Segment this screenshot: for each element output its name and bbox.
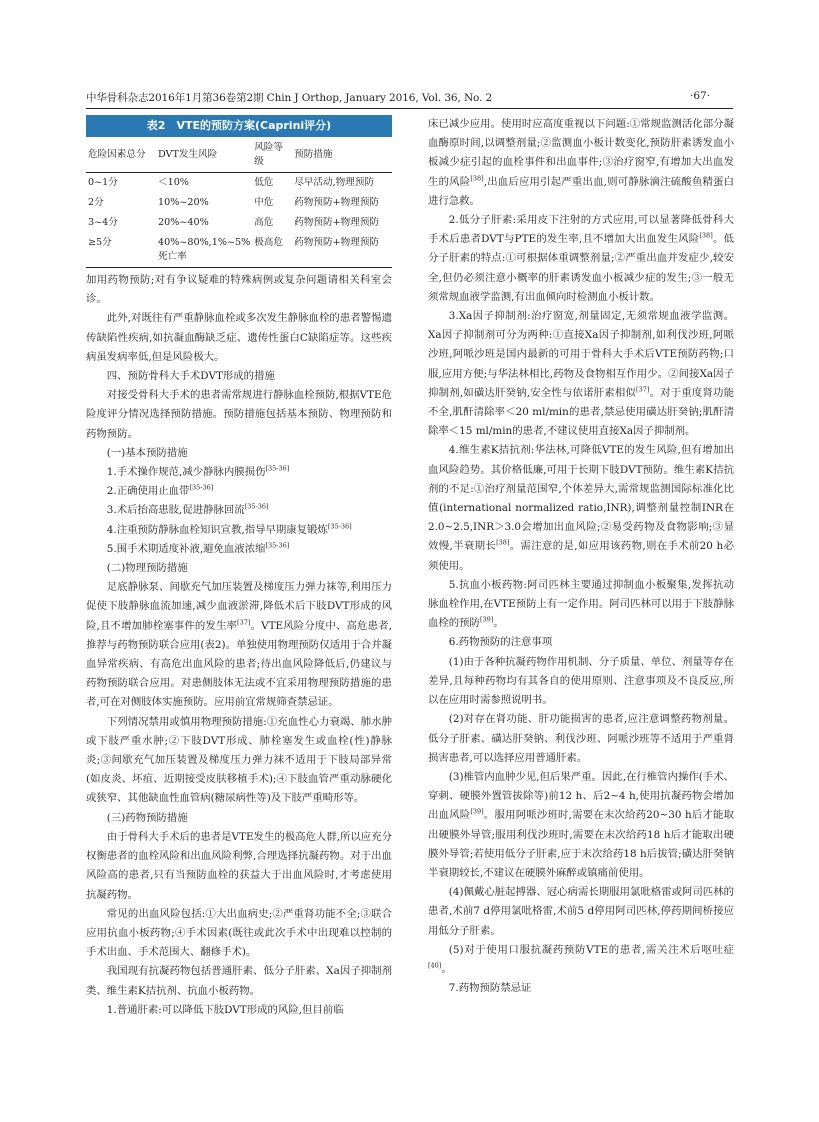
table-cell: 10%~20% bbox=[158, 197, 209, 208]
list-item bbox=[86, 501, 392, 520]
list-item-text: 5.围手术期适度补液,避免血液浓缩 bbox=[106, 542, 266, 555]
paragraph-text: 4.维生素K拮抗剂:华法林,可降低VTE的发生风险,但有增加出血风险趋势。其价格低廉,可用于长期下肢DVT预防。维生素K拮抗剂的不足:①治疗剂量范围窄,个体差异大,需常规监测国际标准化比值(international normalized ratio,INR),调整剂量控制INR在2.0~2.5,INR＞3.0会增加出血风险;②易受药物及食物影响;③显效慢,半衰期长 bbox=[428, 444, 734, 553]
paragraph-text: 。 bbox=[493, 617, 504, 630]
paragraph-text: 5.抗血小板药物:阿司匹林主要通过抑制血小板聚集,发挥抗动脉血栓作用,在VTE预防上有一定作用。阿司匹林可以用于下肢静脉血栓的预防 bbox=[428, 578, 734, 630]
paragraph: 下列情况禁用或慎用物理预防措施:①充血性心力衰竭、肺水肿或下肢严重水肿;②下肢DVT形成、肺栓塞发生或血栓(性)静脉炎;③间歇充气加压装置及梯度压力弹力袜不适用于下肢局部异常(如皮炎、坏疽、近期接受皮肤移植手术);④下肢血管严重动脉硬化或狭窄、其他缺血性血管病(糖尿病性等)及下肢严重畸形等。 bbox=[86, 715, 392, 805]
table-cell: 药物预防+物理预防 bbox=[294, 217, 380, 228]
header-rule bbox=[86, 108, 733, 109]
paragraph: 1.普通肝素:可以降低下肢DVT形成的风险,但目前临 bbox=[106, 1003, 344, 1016]
citation: [38] bbox=[699, 231, 713, 240]
column-header: 危险因素总分 bbox=[86, 137, 156, 173]
citation: [35-36] bbox=[265, 541, 290, 550]
table-row bbox=[86, 193, 392, 213]
column-header: DVT发生风险 bbox=[156, 137, 252, 173]
right-column bbox=[428, 115, 734, 998]
paragraph-text: 足底静脉泵、间歇充气加压装置及梯度压力弹力袜等,利用压力促使下肢静脉血流加速,减少血液淤滞,降低术后下肢DVT形成的风险,且不增加肺栓塞事件的发生率 bbox=[86, 581, 392, 632]
table-title: 表2 VTE的预防方案(Caprini评分) bbox=[86, 115, 392, 137]
table-cell: 极高危 bbox=[252, 233, 292, 268]
list-item-text: 3.术后抬高患肢,促进静脉回流 bbox=[106, 504, 245, 517]
table-cell: ≥5分 bbox=[86, 233, 156, 268]
paragraph-text: 2.低分子肝素:采用皮下注射的方式应用,可以显著降低骨科大手术后患者DVT与PTE的发生率,且不增加大出血发生风险 bbox=[428, 214, 734, 246]
running-header: 中华骨科杂志2016年1月第36卷第2期 Chin J Orthop, January 2016, Vol. 36, No. 2 bbox=[86, 92, 493, 104]
paragraph-text: 。VTE风险分度中、高危患者,推荐与药物预防联合应用(表2)。单独使用物理预防仅适用于合并凝血异常疾病、有高危出血风险的患者;待出血风险降低后,仍建议与药物预防联合应用。对患侧肢体无法或不宜采用物理预防措施的患者,可在对侧肢体实施预防。应用前宜常规筛查禁忌证。 bbox=[86, 619, 392, 709]
list-item-text: 4.注重预防静脉血栓知识宣教,指导早期康复锻炼 bbox=[106, 523, 328, 536]
table-header-row bbox=[86, 137, 392, 173]
citation: [38] bbox=[470, 174, 484, 183]
table-cell: 0~1分 bbox=[88, 177, 118, 188]
paragraph-text: 。需注意的是,如应用该药物,则在手术前20 h必须使用。 bbox=[428, 540, 734, 572]
paragraph-text: ,出血后应用引起严重出血,则可静脉滴注硫酸鱼精蛋白进行急救。 bbox=[428, 175, 735, 207]
citation: [37] bbox=[636, 385, 650, 394]
subsection-heading: (二)物理预防措施 bbox=[106, 562, 188, 575]
paragraph: 加用药物预防;对有争议疑难的特殊病例或复杂问题请相关科室会诊。 bbox=[86, 274, 392, 306]
paragraph: 我国现有抗凝药物包括普通肝素、低分子肝素、Xa因子抑制剂类、维生素K拮抗剂、抗血小板药物。 bbox=[86, 965, 392, 997]
citation: [37] bbox=[237, 618, 251, 627]
paragraph-text: 。 bbox=[441, 962, 452, 975]
table-cell: 药物预防+物理预防 bbox=[294, 197, 380, 208]
table-row bbox=[86, 213, 392, 233]
paragraph-text: (5)对于使用口服抗凝药预防VTE的患者,需关注术后呕吐症 bbox=[448, 943, 734, 956]
citation: [40] bbox=[428, 961, 442, 970]
left-column bbox=[86, 115, 392, 1020]
list-item-text: 2.正确使用止血带 bbox=[106, 485, 190, 498]
paragraph bbox=[428, 768, 734, 883]
paragraph: (4)佩戴心脏起搏器、冠心病需长期服用氯吡格雷或阿司匹林的患者,术前7 d停用氯吡格雷,术前5 d停用阿司匹林,停药期间桥接应用低分子肝素。 bbox=[428, 886, 734, 937]
paragraph: 由于骨科大手术后的患者是VTE发生的极高危人群,所以应充分权衡患者的血栓风险和出血风险利弊,合理选择抗凝药物。对于出血风险高的患者,只有当预防血栓的获益大于出血风险时,才考虑使用抗凝药物。 bbox=[86, 830, 392, 901]
paragraph bbox=[428, 941, 734, 979]
table-cell: 2分 bbox=[88, 197, 104, 208]
paragraph: 常见的出血风险包括:①大出血病史;②严重肾功能不全;③联合应用抗血小板药物;④手术因素(既往或此次手术中出现难以控制的手术出血、手术范围大、翻修手术)。 bbox=[86, 907, 392, 959]
prevention-table bbox=[86, 137, 392, 268]
paragraph: (2)对存在肾功能、肝功能损害的患者,应注意调整药物剂量。低分子肝素、磺达肝癸钠、利伐沙班、阿哌沙班等不适用于严重肾损害患者,可以选择应用普通肝素。 bbox=[428, 713, 734, 764]
table-cell: 20%~40% bbox=[158, 217, 209, 228]
paragraph-text: (3)椎管内血肿少见,但后果严重。因此,在行椎管内操作(手术、穿刺、硬膜外置管拔除等)前12 h、后2~4 h,使用抗凝药物会增加出血风险 bbox=[428, 770, 734, 822]
table-cell: 药物预防+物理预防 bbox=[292, 233, 392, 268]
paragraph bbox=[428, 576, 734, 634]
table-2 bbox=[86, 115, 392, 268]
table-cell: ＜10% bbox=[158, 177, 189, 188]
paragraph: (1)由于各种抗凝药物作用机制、分子质量、单位、剂量等存在差异,且每种药物均有其各自的使用原则、注意事项及不良反应,所以在应用时需参照说明书。 bbox=[428, 655, 734, 707]
table-cell: 40%~80%,1%~5%死亡率 bbox=[156, 233, 252, 268]
paragraph bbox=[428, 307, 734, 441]
paragraph-text: 。服用阿哌沙班时,需要在末次给药20~30 h后才能取出硬膜外导管;服用利伐沙班时,需要在末次给药18 h后才能取出硬膜外导管;若使用低分子肝素,应于末次给药18 h后拔管;磺达肝癸钠半衰期较长,不建议在硬膜外麻醉或镇痛前使用。 bbox=[428, 809, 735, 879]
list-item bbox=[86, 540, 392, 559]
citation: [35-36] bbox=[327, 522, 352, 531]
subsection-heading: 6.药物预防的注意事项 bbox=[448, 636, 553, 649]
subsection-heading: (一)基本预防措施 bbox=[106, 446, 188, 459]
table-row bbox=[86, 173, 392, 194]
citation: [38] bbox=[496, 539, 510, 547]
paragraph bbox=[428, 441, 734, 575]
list-item bbox=[86, 482, 392, 501]
table-cell: 3~4分 bbox=[88, 217, 118, 228]
paragraph-text: 。低分子肝素的特点:①可根据体重调整剂量;②严重出血并发症少,较安全,但仍必须注意小概率的肝素诱发血小板减少症的发生;③一般无须常规血液学监测,有出血倾向时检测血小板计数。 bbox=[428, 233, 734, 303]
citation: [39] bbox=[470, 807, 484, 816]
list-item bbox=[86, 463, 392, 482]
list-item bbox=[86, 521, 392, 540]
subsection-heading: (三)药物预防措施 bbox=[106, 811, 188, 824]
citation: [35-36] bbox=[189, 483, 214, 492]
paragraph: 此外,对既往有严重静脉血栓或多次发生静脉血栓的患者警惕遗传缺陷性疾病,如抗凝血酶缺乏症、遗传性蛋白C缺陷症等。这些疾病虽发病率低,但是风险极大。 bbox=[86, 312, 392, 363]
citation: [35-36] bbox=[244, 502, 269, 511]
paragraph bbox=[428, 115, 734, 211]
paragraph-text: 床已减少应用。使用时应高度重视以下问题:①常规监测活化部分凝血酶原时间,以调整剂量;②监测血小板计数变化,预防肝素诱发血小板减少症引起的血栓事件和出血事件;③治疗窗窄,有增加大出血发生的风险 bbox=[428, 118, 734, 188]
table-cell: 中危 bbox=[254, 197, 274, 208]
paragraph bbox=[86, 578, 392, 712]
subsection-heading: 7.药物预防禁忌证 bbox=[448, 982, 532, 995]
paragraph bbox=[428, 211, 734, 307]
list-item-text: 1.手术操作规范,减少静脉内膜损伤 bbox=[106, 466, 266, 479]
table-cell: 尽早活动,物理预防 bbox=[294, 177, 375, 188]
paragraph-text: 3.Xa因子抑制剂:治疗窗宽,剂量固定,无须常规血液学监测。Xa因子抑制剂可分为两种:①直接Xa因子抑制剂,如利伐沙班,阿哌沙班,阿哌沙班是国内最新的可用于骨科大手术后VTE预防药物;口服,应用方便;与华法林相比,药物及食物相互作用少。②间接Xa因子抑制剂,如磺达肝癸钠,安全性与依诺肝素相似 bbox=[428, 310, 734, 399]
citation: [35-36] bbox=[265, 464, 290, 473]
paragraph-text: 。对于重度肾功能不全,肌酐清除率＜20 ml/min的患者,禁忌使用磺达肝癸钠;肌酐清除率＜15 ml/min的患者,不建议使用直接Xa因子抑制剂。 bbox=[428, 386, 735, 438]
column-header: 预防措施 bbox=[292, 137, 392, 173]
paragraph: 对接受骨科大手术的患者需常规进行静脉血栓预防,根据VTE危险度评分情况选择预防措施。预防措施包括基本预防、物理预防和药物预防。 bbox=[86, 389, 392, 440]
table-cell: 高危 bbox=[254, 217, 274, 228]
citation: [39] bbox=[479, 615, 494, 624]
table-cell: 低危 bbox=[254, 177, 274, 188]
page-number: ·67· bbox=[690, 90, 711, 102]
section-heading: 四、预防骨科大手术DVT形成的措施 bbox=[106, 370, 275, 383]
table-row bbox=[86, 233, 392, 268]
column-header: 风险等级 bbox=[252, 137, 292, 173]
